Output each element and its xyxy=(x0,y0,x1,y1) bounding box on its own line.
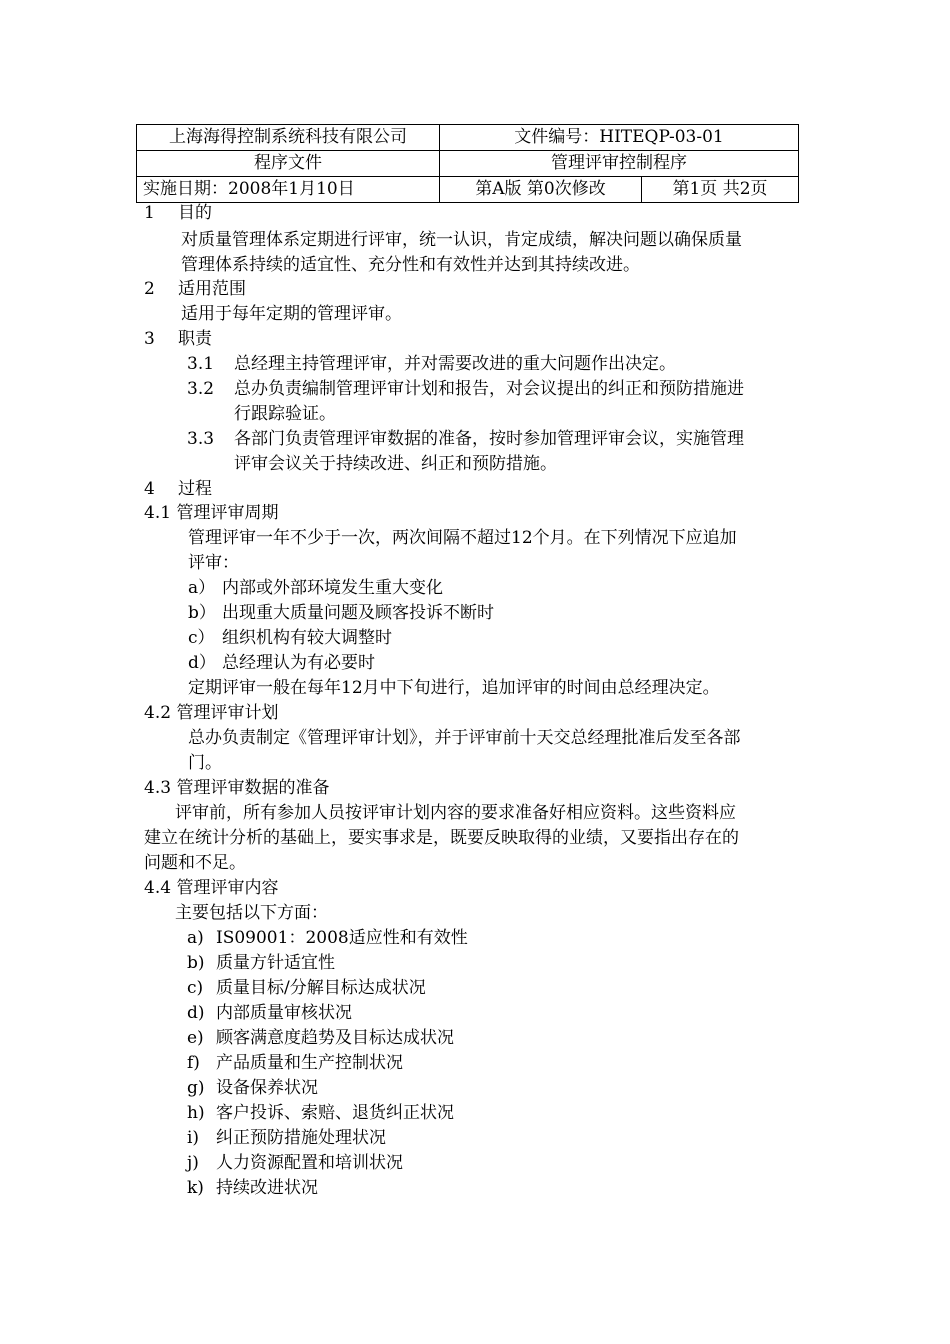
list-item: 纠正预防措施处理状况 xyxy=(216,1128,386,1148)
list-marker: a） xyxy=(188,578,216,598)
paragraph-line: 管理评审一年不少于一次，两次间隔不超过12个月。在下列情况下应追加 xyxy=(188,528,737,548)
list-item: 顾客满意度趋势及目标达成状况 xyxy=(216,1028,454,1048)
subsection-text: 总办负责编制管理评审计划和报告，对会议提出的纠正和预防措施进 xyxy=(234,379,744,399)
paragraph-line: 主要包括以下方面： xyxy=(175,903,328,923)
subsection-heading: 4.4 管理评审内容 xyxy=(144,878,279,898)
paragraph-line: 评审前，所有参加人员按评审计划内容的要求准备好相应资料。这些资料应 xyxy=(175,803,736,823)
subsection-text: 总经理主持管理评审，并对需要改进的重大问题作出决定。 xyxy=(234,354,676,374)
list-marker: i) xyxy=(187,1128,200,1148)
subsection-text: 评审会议关于持续改进、纠正和预防措施。 xyxy=(234,454,557,474)
list-item: 客户投诉、索赔、退货纠正状况 xyxy=(216,1103,454,1123)
list-marker: b) xyxy=(187,953,205,973)
document-number: 文件编号：HITEQP-03-01 xyxy=(440,125,799,151)
section-number: 2 xyxy=(144,279,155,299)
subsection-heading: 4.3 管理评审数据的准备 xyxy=(144,778,330,798)
section-title: 适用范围 xyxy=(178,279,246,299)
section-title: 过程 xyxy=(178,479,212,499)
list-marker: k) xyxy=(187,1178,204,1198)
document-header-table xyxy=(136,124,799,203)
list-item: 内部或外部环境发生重大变化 xyxy=(222,578,443,598)
paragraph-line: 对质量管理体系定期进行评审，统一认识，肯定成绩，解决问题以确保质量 xyxy=(181,230,742,250)
paragraph-line: 管理体系持续的适宜性、充分性和有效性并达到其持续改进。 xyxy=(181,255,640,275)
paragraph-line: 总办负责制定《管理评审计划》，并于评审前十天交总经理批准后发至各部 xyxy=(188,728,741,748)
list-marker: e) xyxy=(187,1028,204,1048)
list-marker: j) xyxy=(187,1153,199,1173)
subsection-number: 3.3 xyxy=(187,429,215,449)
section-number: 3 xyxy=(144,329,155,349)
list-marker: b） xyxy=(188,603,216,623)
list-marker: c） xyxy=(188,628,215,648)
list-item: 持续改进状况 xyxy=(216,1178,318,1198)
list-item: 组织机构有较大调整时 xyxy=(222,628,392,648)
list-marker: a) xyxy=(187,928,204,948)
list-item: IS09001：2008适应性和有效性 xyxy=(216,928,468,948)
section-title: 目的 xyxy=(178,203,212,223)
subsection-number: 3.2 xyxy=(187,379,215,399)
subsection-number: 3.1 xyxy=(187,354,215,374)
subsection-heading: 4.1 管理评审周期 xyxy=(144,503,279,523)
company-name: 上海海得控制系统科技有限公司 xyxy=(137,125,440,151)
section-number: 1 xyxy=(144,203,155,223)
subsection-text: 各部门负责管理评审数据的准备，按时参加管理评审会议，实施管理 xyxy=(234,429,744,449)
list-marker: g) xyxy=(187,1078,205,1098)
list-item: 质量目标/分解目标达成状况 xyxy=(216,978,426,998)
document-type: 程序文件 xyxy=(137,151,440,177)
effective-date: 实施日期：2008年1月10日 xyxy=(137,177,440,203)
list-item: 人力资源配置和培训状况 xyxy=(216,1153,403,1173)
list-marker: d） xyxy=(188,653,216,673)
page-info: 第1页 共2页 xyxy=(642,177,799,203)
list-item: 总经理认为有必要时 xyxy=(222,653,375,673)
list-marker: d) xyxy=(187,1003,205,1023)
paragraph-line: 问题和不足。 xyxy=(144,853,246,873)
paragraph-line: 建立在统计分析的基础上，要实事求是，既要反映取得的业绩，又要指出存在的 xyxy=(144,828,739,848)
section-number: 4 xyxy=(144,479,155,499)
list-marker: h) xyxy=(187,1103,205,1123)
list-item: 质量方针适宜性 xyxy=(216,953,335,973)
list-marker: c) xyxy=(187,978,204,998)
subsection-heading: 4.2 管理评审计划 xyxy=(144,703,279,723)
subsection-text: 行跟踪验证。 xyxy=(234,404,336,424)
section-title: 职责 xyxy=(178,329,212,349)
list-item: 内部质量审核状况 xyxy=(216,1003,352,1023)
paragraph-line: 评审： xyxy=(188,553,239,573)
paragraph-line: 定期评审一般在每年12月中下旬进行，追加评审的时间由总经理决定。 xyxy=(188,678,720,698)
list-item: 产品质量和生产控制状况 xyxy=(216,1053,403,1073)
version-info: 第A版 第0次修改 xyxy=(440,177,642,203)
document-title: 管理评审控制程序 xyxy=(440,151,799,177)
list-marker: f) xyxy=(187,1053,200,1073)
list-item: 设备保养状况 xyxy=(216,1078,318,1098)
list-item: 出现重大质量问题及顾客投诉不断时 xyxy=(222,603,494,623)
paragraph-line: 门。 xyxy=(188,753,222,773)
paragraph-line: 适用于每年定期的管理评审。 xyxy=(181,304,402,324)
